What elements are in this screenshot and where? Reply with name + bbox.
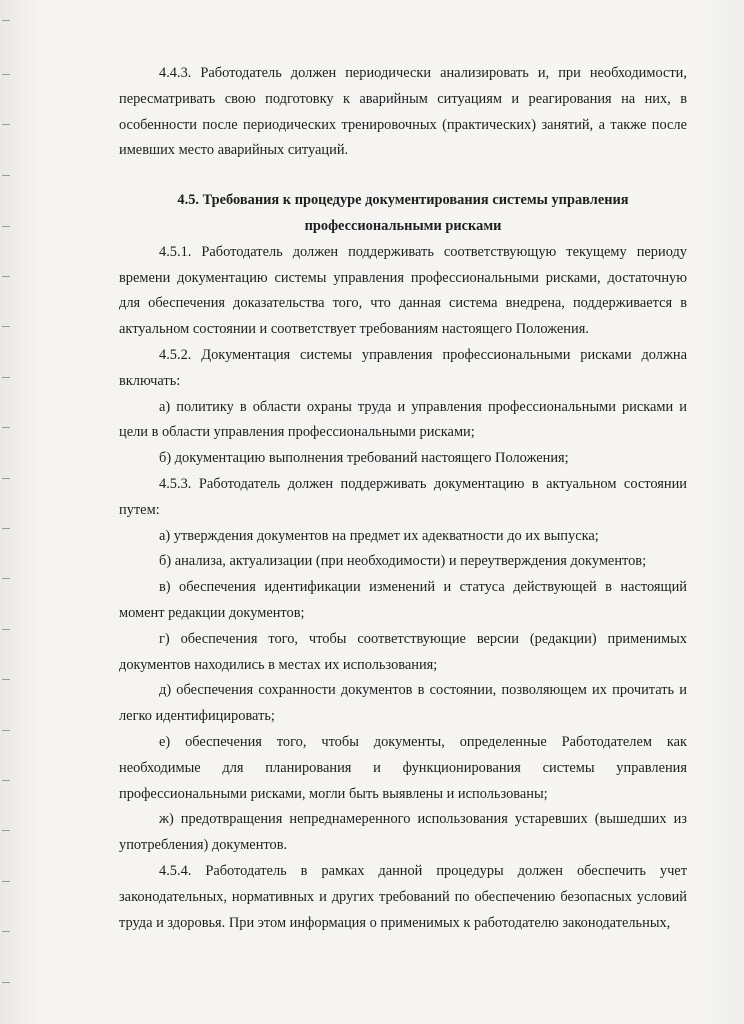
paragraph-4-5-3: 4.5.3. Работодатель должен поддерживать документацию в актуальном состоянии путем:: [119, 475, 687, 518]
binding-edge: [0, 0, 40, 1024]
binding-mark: [2, 478, 10, 479]
paragraph-4-5-1: 4.5.1. Работодатель должен поддерживать соответствующую текущему периоду времени документацию системы управления профессиональными рисками, достаточную для обеспечения доказательства того, что данная система внедрена, поддерживается в актуальном состоянии и соответствует требованиям настоящего Положения.: [119, 243, 687, 338]
list-item-4-5-3-zh: ж) предотвращения непреднамеренного использования устаревших (вышедших из употребления) документов.: [119, 811, 687, 854]
binding-mark: [2, 881, 10, 882]
binding-mark: [2, 175, 10, 176]
binding-mark: [2, 679, 10, 680]
binding-mark: [2, 830, 10, 831]
list-item-4-5-3-g: г) обеспечения того, чтобы соответствующие версии (редакции) применимых документов находились в местах их использования;: [119, 630, 687, 673]
list-item-4-5-3-e: е) обеспечения того, чтобы документы, определенные Работодателем как необходимые для планирования и функционирования системы управления профессиональными рисками, могли быть выявлены и использованы;: [119, 733, 687, 802]
list-item-4-5-3-a: а) утверждения документов на предмет их адекватности до их выпуска;: [159, 527, 599, 544]
binding-mark: [2, 74, 10, 75]
binding-mark: [2, 931, 10, 932]
paragraph-4-5-2: 4.5.2. Документация системы управления профессиональными рисками должна включать:: [119, 346, 687, 389]
list-item-4-5-3-b: б) анализа, актуализации (при необходимости) и переутверждения документов;: [159, 553, 647, 570]
binding-mark: [2, 427, 10, 428]
paragraph-4-4-3: 4.4.3. Работодатель должен периодически анализировать и, при необходимости, пересматривать свою подготовку к аварийным ситуациям и реагирования на них, в особенности после периодических тренировочных (практических) занятий, а также после имевших место аварийных ситуаций.: [119, 65, 687, 159]
list-item-4-5-2-a: а) политику в области охраны труда и управления профессиональными рисками и цели в области управления профессиональными рисками;: [119, 398, 687, 441]
section-heading-4-5: 4.5. Требования к процедуре документирования системы управления профессиональными рисками: [177, 192, 629, 234]
binding-mark: [2, 377, 10, 378]
binding-mark: [2, 629, 10, 630]
document-body: [119, 61, 687, 936]
binding-mark: [2, 326, 10, 327]
binding-mark: [2, 20, 10, 21]
paragraph-4-5-4: 4.5.4. Работодатель в рамках данной процедуры должен обеспечить учет законодательных, нормативных и других требований по обеспечению безопасных условий труда и здоровья. При этом информация о применимых к работодателю законодательных,: [119, 862, 687, 931]
binding-mark: [2, 730, 10, 731]
list-item-4-5-2-b: б) документацию выполнения требований настоящего Положения;: [159, 450, 569, 467]
binding-mark: [2, 276, 10, 277]
binding-mark: [2, 124, 10, 125]
list-item-4-5-3-d: д) обеспечения сохранности документов в состоянии, позволяющем их прочитать и легко идентифицировать;: [119, 682, 687, 725]
binding-mark: [2, 780, 10, 781]
list-item-4-5-3-v: в) обеспечения идентификации изменений и статуса действующей в настоящий момент редакции документов;: [119, 579, 687, 621]
binding-mark: [2, 226, 10, 227]
binding-mark: [2, 528, 10, 529]
binding-mark: [2, 982, 10, 983]
binding-mark: [2, 578, 10, 579]
